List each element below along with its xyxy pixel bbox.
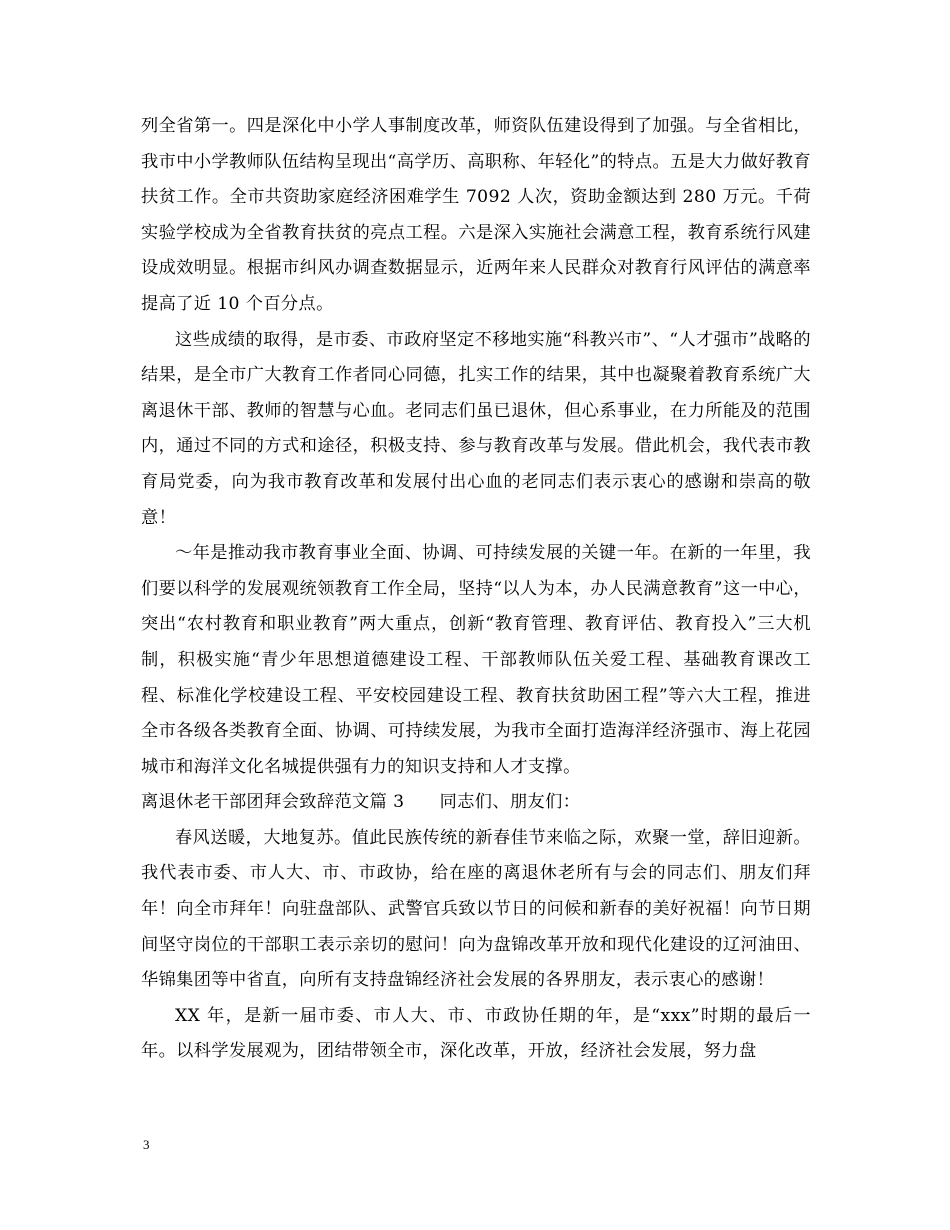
paragraph-1: 列全省第一。四是深化中小学人事制度改革，师资队伍建设得到了加强。与全省相比，我市中小学教师队伍结构呈现出“高学历、高职称、年轻化”的特点。五是大力做好教育扶贫工作。全市共资助家庭经济困难学生 7092 人次，资助金额达到 280 万元。千荷实验学校成为全省教育扶贫的亮点工程。六是深入实施社会满意工程，教育系统行风建设成效明显。根据市纠风办调查数据显示，近两年来人民群众对教育行风评估的满意率提高了近 10 个百分点。 (141, 116, 811, 314)
paragraph-3: ～年是推动我市教育事业全面、协调、可持续发展的关键一年。在新的一年里，我们要以科学的发展观统领教育工作全局，坚持“以人为本，办人民满意教育”这一中心，突出“农村教育和职业教育”两大重点，创新“教育管理、教育评估、教育投入”三大机制，积极实施“青少年思想道德建设工程、干部教师队伍关爱工程、基础教育课改工程、标准化学校建设工程、平安校园建设工程、教育扶贫助困工程”等六大工程，推进全市各级各类教育全面、协调、可持续发展，为我市全面打造海洋经济强市、海上花园城市和海洋文化名城提供强有力的知识支持和人才支撑。 (141, 543, 811, 777)
section-heading: 离退休老干部团拜会致辞范文篇 3 同志们、朋友们： (141, 792, 581, 813)
paragraph-4: 春风送暖，大地复苏。值此民族传统的新春佳节来临之际，欢聚一堂，辞旧迎新。我代表市委、市人大、市、市政协，给在座的离退休老所有与会的同志们、朋友们拜年！向全市拜年！向驻盘部队、武警官兵致以节日的问候和新春的美好祝福！向节日期间坚守岗位的干部职工表示亲切的慰问！向为盘锦改革开放和现代化建设的辽河油田、华锦集团等中省直，向所有支持盘锦经济社会发展的各界朋友，表示衷心的感谢！ (141, 827, 811, 991)
document-body (141, 109, 811, 1070)
paragraph-5: XX 年，是新一届市委、市人大、市、市政协任期的年，是“xxx”时期的最后一年。以科学发展观为，团结带领全市，深化改革，开放，经济社会发展，努力盘 (141, 1005, 811, 1062)
paragraph-2: 这些成绩的取得，是市委、市政府坚定不移地实施“科教兴市”、“人才强市”战略的结果，是全市广大教育工作者同心同德，扎实工作的结果，其中也凝聚着教育系统广大离退休干部、教师的智慧与心血。老同志们虽已退休，但心系事业，在力所能及的范围内，通过不同的方式和途径，积极支持、参与教育改革与发展。借此机会，我代表市教育局党委，向为我市教育改革和发展付出心血的老同志们表示衷心的感谢和崇高的敬意！ (141, 329, 811, 528)
page-number: 3 (143, 1137, 150, 1152)
